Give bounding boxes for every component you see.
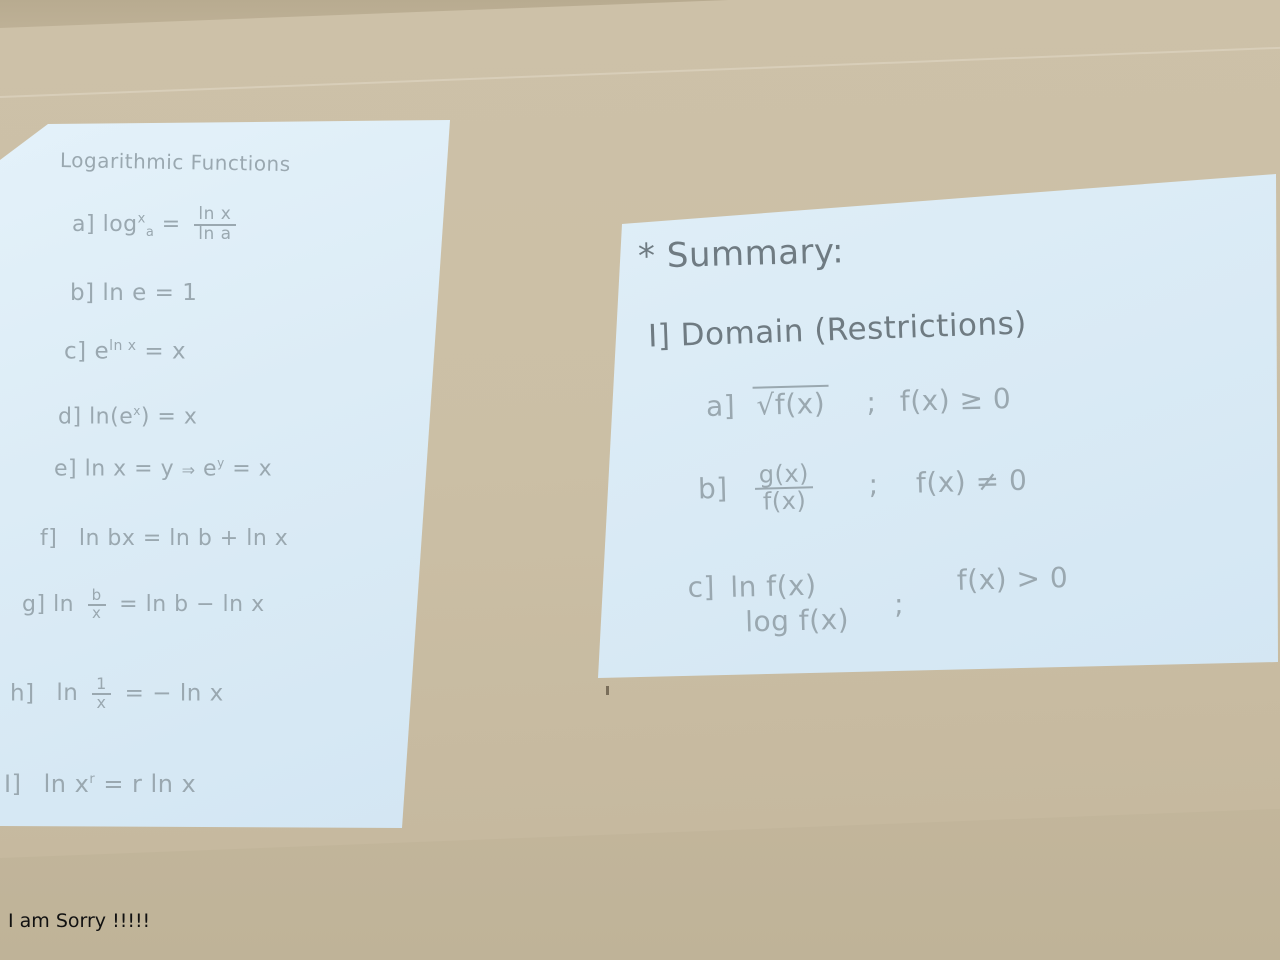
item-a-den: ln a — [198, 223, 232, 244]
item-a — [72, 206, 242, 244]
item-d-sup: x — [133, 404, 141, 418]
screen-mark — [606, 686, 609, 695]
row-a-cond: f(x) ≥ 0 — [899, 382, 1012, 418]
item-g — [22, 588, 265, 622]
domain-row-c — [687, 561, 1069, 641]
item-e-label: e] — [54, 456, 78, 482]
item-c — [64, 338, 186, 365]
item-a-sub: a — [145, 225, 155, 241]
item-b-text: ln e = 1 — [102, 280, 198, 306]
item-e-tail: = x — [232, 456, 273, 482]
item-a-log: log — [102, 211, 138, 237]
item-g-fraction — [88, 588, 106, 622]
row-c-sep: ; — [893, 587, 905, 621]
item-b-label: b] — [70, 280, 95, 306]
row-b-label: b] — [697, 471, 729, 506]
item-e-sup: y — [217, 456, 225, 470]
item-h-tail: = − ln x — [124, 680, 224, 707]
row-c-expr2: log f(x) — [744, 602, 850, 639]
row-c-cond: f(x) > 0 — [956, 561, 1069, 597]
row-a-sep: ; — [866, 385, 877, 419]
item-f — [40, 526, 288, 551]
item-i-label: I] — [4, 770, 22, 798]
summary-title: * Summary: — [637, 231, 845, 277]
left-sheet-title: Logarithmic Functions — [59, 147, 291, 177]
item-d — [58, 404, 197, 429]
item-h-fraction — [92, 676, 111, 712]
item-g-num: b — [88, 588, 106, 606]
item-i-sup: r — [89, 772, 96, 787]
item-f-text: ln bx = ln b + ln x — [78, 526, 289, 551]
item-g-den: x — [91, 603, 102, 622]
caption-text: I am Sorry !!!!! — [8, 910, 151, 932]
domain-section-title: I] Domain (Restrictions) — [647, 305, 1028, 355]
row-b-sep: ; — [868, 467, 880, 502]
item-a-fraction — [194, 206, 235, 244]
item-g-label: g] — [22, 591, 46, 617]
row-c-expr: ln f(x) — [729, 568, 817, 604]
item-c-tail: = x — [144, 338, 187, 365]
screen-edge-line — [0, 47, 1280, 98]
item-c-base: e — [94, 338, 110, 365]
item-d-label: d] — [58, 404, 82, 430]
item-g-tail: = ln b − ln x — [119, 591, 265, 617]
item-d-text: ln(e — [89, 404, 134, 430]
item-h-pre: ln — [56, 680, 79, 707]
item-h — [10, 676, 224, 712]
item-c-sup: ln x — [109, 338, 137, 354]
item-b — [70, 280, 197, 306]
row-a-expr: √f(x) — [752, 385, 830, 422]
item-h-den: x — [96, 692, 107, 712]
item-i-tail: = r ln x — [103, 770, 197, 798]
row-b-cond: f(x) ≠ 0 — [915, 463, 1028, 500]
item-e — [54, 456, 272, 481]
domain-row-b — [697, 456, 1028, 517]
item-e-arrow: ⇒ — [181, 460, 196, 480]
item-f-label: f] — [40, 526, 58, 551]
row-b-num: g(x) — [754, 461, 813, 490]
item-a-num: ln x — [194, 206, 235, 226]
row-a-label: a] — [705, 389, 736, 423]
item-a-sup: x — [137, 211, 146, 227]
item-e-text: ln x = y — [84, 456, 175, 482]
row-b-den: f(x) — [762, 486, 807, 516]
item-i-text: ln x — [43, 770, 90, 798]
row-c-label: c] — [687, 570, 716, 604]
item-c-label: c] — [64, 338, 87, 365]
item-a-label: a] — [72, 211, 96, 237]
item-i — [4, 770, 196, 798]
item-d-tail: ) = x — [140, 404, 198, 430]
row-b-fraction — [754, 461, 814, 515]
item-h-num: 1 — [92, 676, 111, 695]
row-c-exprs — [730, 567, 850, 640]
item-g-pre: ln — [53, 591, 75, 617]
item-e-base: e — [203, 456, 218, 482]
item-h-label: h] — [10, 680, 35, 707]
item-a-eq: = — [161, 211, 181, 237]
